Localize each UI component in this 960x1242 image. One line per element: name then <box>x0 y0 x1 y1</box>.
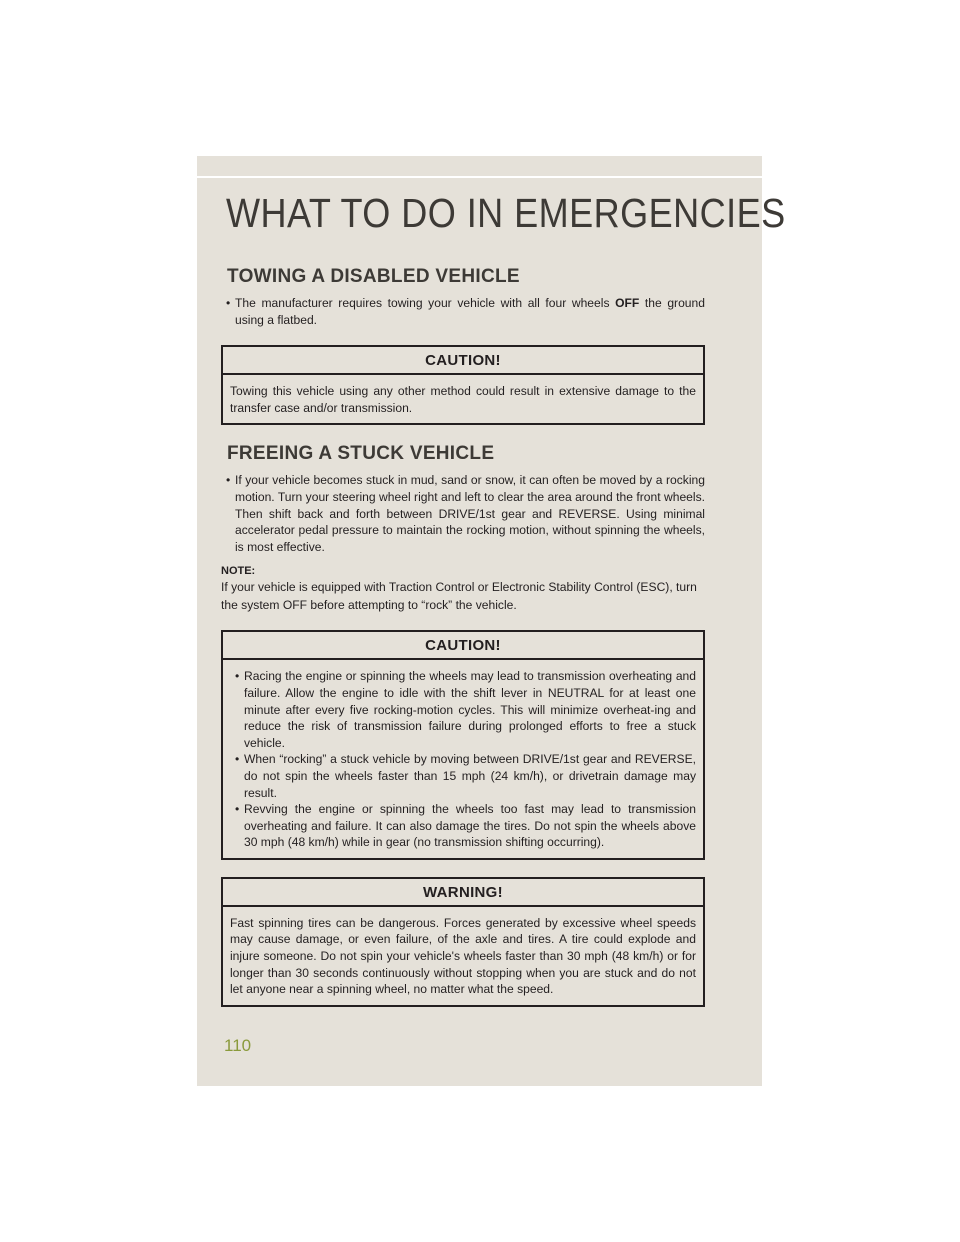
towing-bullet-text-post: the ground using a flatbed. <box>235 296 705 327</box>
warning-title: WARNING! <box>223 879 703 907</box>
towing-bullet-bold: OFF <box>615 296 640 310</box>
caution-item-text: Revving the engine or spinning the wheels too fast may lead to transmission overheating and failure. It can also damage the tires. Do not spin the wheels above 30 mph (48 km/h) while in gear (no transmission shifting occurring). <box>244 802 696 850</box>
note-label: NOTE: <box>221 565 256 578</box>
caution-item <box>230 668 696 751</box>
freeing-bullet-text: If your vehicle becomes stuck in mud, sand or snow, it can often be moved by a rocking motion. Turn your steering wheel right and left to clear the area around the front wheels. Then shift back and forth between DRIVE/1st gear and REVERSE. Using minimal accelerator pedal pressure to maintain the rocking motion, without spinning the wheels, is most effective. <box>235 473 705 554</box>
towing-heading: TOWING A DISABLED VEHICLE <box>227 266 520 287</box>
caution-title: CAUTION! <box>223 632 703 660</box>
caution-title: CAUTION! <box>223 347 703 375</box>
freeing-bullet <box>221 472 705 555</box>
page-content <box>221 266 705 1007</box>
bullet-dot: • <box>226 473 231 488</box>
caution-item <box>230 801 696 851</box>
bullet-dot: • <box>226 296 231 310</box>
caution-item-text: Racing the engine or spinning the wheels may lead to transmission overheating and failure. Allow the engine to idle with the shift lever in NEUTRAL for at least one minute after every five rocking-motion cycles. This will minimize overheat-ing and reduce the risk of transmission failure during prolonged efforts to free a stuck vehicle. <box>244 669 696 750</box>
caution-list <box>223 660 703 858</box>
towing-caution-box <box>221 345 705 425</box>
freeing-caution-box <box>221 630 705 860</box>
warning-text: Fast spinning tires can be dangerous. Forces generated by excessive wheel speeds may cause damage, or even failure, of the axle and tires. A tire could explode and injure someone. Do not spin your vehicle's wheels faster than 30 mph (48 km/h) or for longer than 30 seconds continuously without stopping when you are stuck and do not let anyone near a spinning wheel, no matter what the speed. <box>230 915 696 997</box>
towing-bullet <box>221 295 705 328</box>
caution-item <box>230 751 696 801</box>
towing-bullet-text-pre: The manufacturer requires towing your vehicle with all four wheels <box>235 296 616 310</box>
caution-item-text: When “rocking” a stuck vehicle by moving between DRIVE/1st gear and REVERSE, do not spin the wheels faster than 15 mph (24 km/h), or drivetrain damage may result. <box>244 752 696 800</box>
warning-box <box>221 877 705 1007</box>
bullet-dot: • <box>235 752 240 767</box>
header-rule <box>197 176 762 178</box>
bullet-dot: • <box>235 802 240 817</box>
section-title: WHAT TO DO IN EMERGENCIES <box>226 190 786 236</box>
manual-page <box>197 156 786 1086</box>
freeing-heading: FREEING A STUCK VEHICLE <box>227 443 495 465</box>
page-number: 110 <box>224 1036 252 1055</box>
note-text: If your vehicle is equipped with Traction Control or Electronic Stability Control (ESC), turn the system OFF before attempting to “rock” the vehicle. <box>221 580 697 613</box>
bullet-dot: • <box>235 669 240 684</box>
caution-text: Towing this vehicle using any other method could result in extensive damage to the transfer case and/or transmission. <box>230 384 696 415</box>
